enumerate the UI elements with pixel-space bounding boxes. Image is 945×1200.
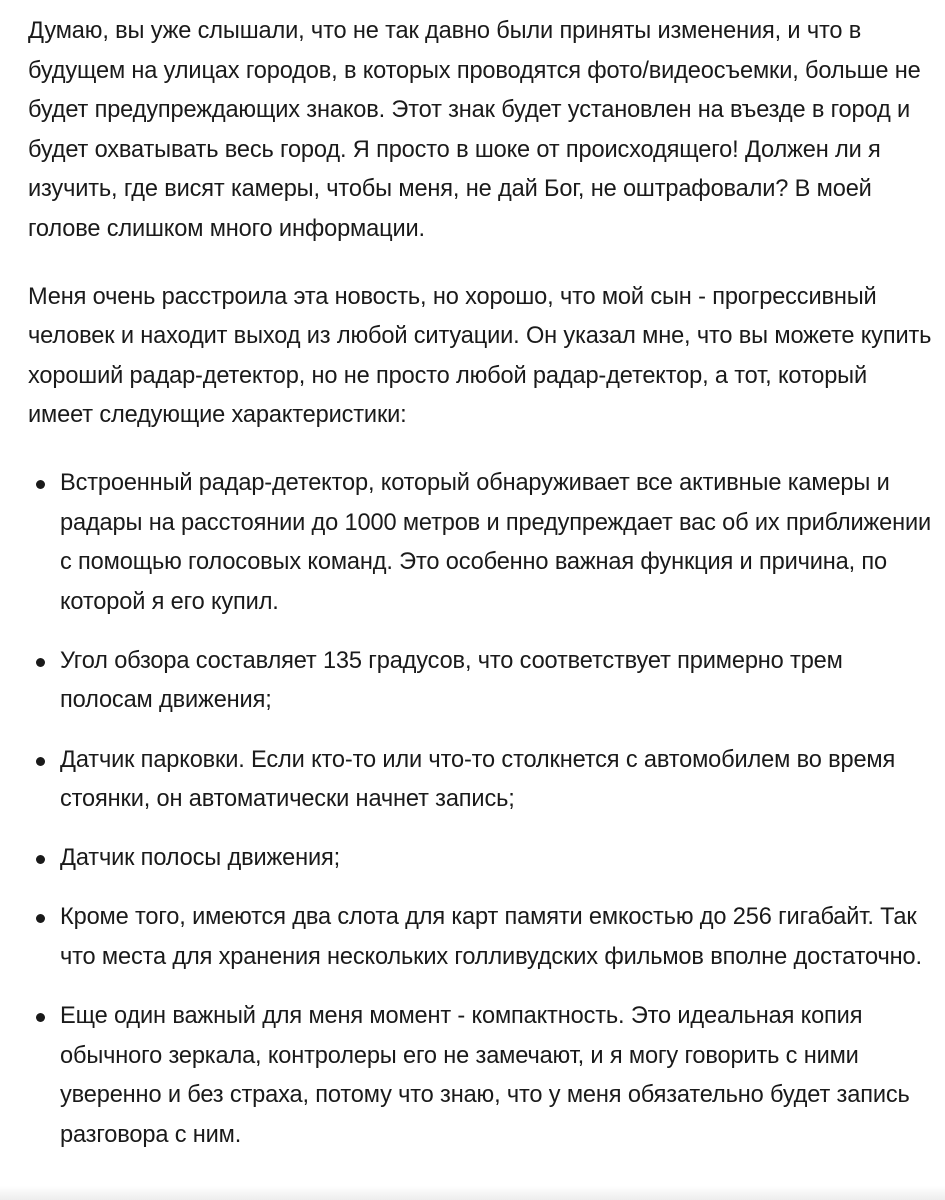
features-list: [28, 464, 933, 1155]
bottom-fade: [0, 1186, 945, 1200]
list-item: Кроме того, имеются два слота для карт памяти емкостью до 256 гигабайт. Так что места для хранения нескольких голливудских фильмов вполне достаточно.: [60, 898, 933, 977]
list-item: Еще один важный для меня момент - компактность. Это идеальная копия обычного зеркала, контролеры его не замечают, и я могу говорить с ними уверенно и без страха, потому что знаю, что у меня обязательно будет запись разговора с ним.: [60, 997, 933, 1155]
list-item: Встроенный радар-детектор, который обнаруживает все активные камеры и радары на расстоянии до 1000 метров и предупреждает вас об их приближении с помощью голосовых команд. Это особенно важная функция и причина, по которой я его купил.: [60, 464, 933, 622]
article-body: [28, 12, 933, 1175]
paragraph-intro: Думаю, вы уже слышали, что не так давно были приняты изменения, и что в будущем на улицах городов, в которых проводятся фото/видеосъемки, больше не будет предупреждающих знаков. Этот знак будет установлен на въезде в город и будет охватывать весь город. Я просто в шоке от происходящего! Должен ли я изучить, где висят камеры, чтобы меня, не дай Бог, не оштрафовали? В моей голове слишком много информации.: [28, 18, 921, 242]
list-item: Угол обзора составляет 135 градусов, что соответствует примерно трем полосам движения;: [60, 642, 933, 721]
list-item: Датчик парковки. Если кто-то или что-то столкнется с автомобилем во время стоянки, он автоматически начнет запись;: [60, 741, 933, 820]
paragraph-son-advice: Меня очень расстроила эта новость, но хорошо, что мой сын - прогрессивный человек и находит выход из любой ситуации. Он указал мне, что вы можете купить хороший радар-детектор, но не просто любой радар-детектор, а тот, который имеет следующие характеристики:: [28, 283, 932, 429]
list-item: Датчик полосы движения;: [60, 839, 933, 879]
